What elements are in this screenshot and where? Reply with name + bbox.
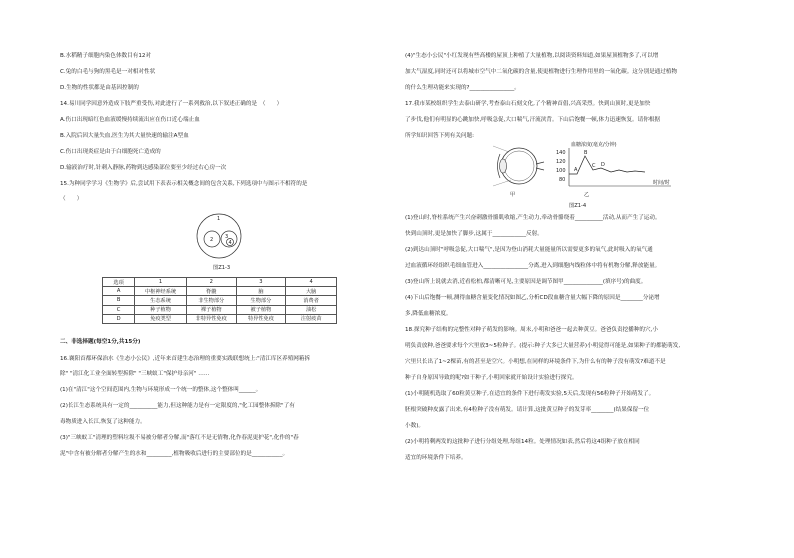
q16-part2-line1: (2)长江生态系统具有一定的__________能力,但这种能力是有一定限度的,"化工园整体拆除"了有 [60, 403, 295, 409]
q16-part4-line3: 的什么生理功能来实现的?________________。 [405, 85, 520, 91]
point-c-label: C [592, 163, 596, 169]
y-tick-label: 140 [556, 150, 566, 156]
q14-stem: 14.易川同学因意外造成下肢严重受伤,对此进行了一系列救治,以下叙述正确的是 （ ） [60, 101, 283, 107]
q17-part2-line2: 过血液循环经组织毛细血管进入________________分离,进入到细胞内线粒体中将有机物分解,释放能量。 [405, 263, 661, 269]
table-cell: B [103, 296, 135, 305]
y-tick-label: 100 [556, 168, 566, 174]
q18-part1-line3: 小数)。 [405, 423, 424, 429]
table-cell: 中枢神经系统 [135, 287, 187, 296]
y-tick-label: 120 [556, 159, 566, 165]
q17-stem-line2: 了步伐,他们有明显的心跳加快,呼吸急促,大口喘气,汗流浃背。下山后饱餐一顿,体力迅速恢复。请你根据 [405, 117, 661, 123]
q18-stem-line2: 明负责放种,爸爸要求每个穴里放3~5粒种子。(提示:种子大多已大量营养)小明觉得可能是,如果种子的都能萌发, [405, 343, 681, 349]
q18-part1-line2: 胚根突破种皮露了出来,有4粒种子没有萌发。请计算,这批黄豆种子的发芽率________(结果保留一位 [405, 407, 650, 413]
q16-stem-line2: 除" "清江化工业全面转型拆除" "三峡蚁工"保护母亲河" …… [60, 371, 210, 377]
table-cell: 脊髓 [186, 287, 236, 296]
figure-yi-label: 乙 [584, 192, 590, 198]
table-header-cell: 4 [286, 278, 337, 287]
q16-part2-line2: 毒物质进入长江,恢复了这种能力。 [60, 419, 146, 425]
table-cell: 注射疫苗 [286, 314, 337, 323]
concept-options-table [102, 277, 337, 324]
q17-part1-line2: 快到山顶时,更是加快了脚步,这属于____________反射。 [405, 231, 543, 237]
q17-part1-line1: (1)登山时,脊柱系统产生兴奋刺激骨骼肌收缩,产生动力,牵动骨骼绕着__________活动,从而产生了运动。 [405, 215, 661, 221]
q16-part4-line1: (4)"生态小公民"小红发现有些高楼的屋顶上种植了大量植物,以阅读资料知道,如果屋顶植物多了,可以增 [405, 53, 659, 59]
table-header-cell: 2 [186, 278, 236, 287]
point-a-label: A [574, 167, 578, 173]
figure-z1-4-caption: 图Z1-4 [569, 203, 587, 209]
table-row [103, 287, 337, 296]
table-cell: 特异性免疫 [236, 314, 286, 323]
q17-part4-line2: 多,降低血糖浓度。 [405, 311, 452, 317]
q16-part3-line2: 泥"中含有被分解者分解产生的水和_________,植物吸收后进行的主要部位的是___________。 [60, 451, 289, 457]
circle-2-label: 2 [210, 237, 214, 243]
circle-4-label: 4 [228, 240, 232, 246]
circle-3-label: 3 [225, 234, 229, 240]
table-cell: 被子植物 [236, 305, 286, 314]
circle-1-label: 1 [217, 216, 221, 222]
q18-stem-line1: 18.探究种子结构的完整性对种子萌发的影响。周末,小明和爸爸一起去种黄豆。爸爸负责挖播种的穴,小 [405, 327, 658, 333]
table-header-cell: 3 [236, 278, 286, 287]
figure-z1-3-caption: 图Z1-3 [213, 265, 231, 271]
q18-stem-line3: 穴里只长出了1~2棵苗,有的甚至是空穴。小明想,在同样的环境条件下,为什么有的种子没有萌发?难道不是 [405, 359, 666, 365]
retina-layer [504, 151, 534, 181]
q18-part2-line1: (2)小明将剩两发的这批种子进行分组处理,每组14粒。处理情况如表,然后将这4组种子放在相同 [405, 439, 640, 445]
table-cell: A [103, 287, 135, 296]
table-row [103, 296, 337, 305]
table-cell: 裸子植物 [186, 305, 236, 314]
glucose-curve [569, 156, 645, 174]
q17-stem-line1: 17.我市某校组织学生去泰山研学,考查泰山石刻文化,了个精神首倡,兴高采烈。快到山顶时,更是加快 [405, 101, 651, 107]
q14-option-c: C.伤口出现炎症是由于白细胞死亡造成的 [60, 149, 161, 155]
q15-answer-bracket: （ ） [60, 196, 83, 202]
table-cell: D [103, 314, 135, 323]
table-row [103, 305, 337, 314]
q18-part1-line1: (1)小明随机选取了60粒黄豆种子,在适宜的条件下进行萌发实验,5天后,发现有56粒种子开始萌发了。 [405, 391, 655, 397]
y-tick-label: 80 [559, 177, 566, 183]
point-d-label: D [601, 162, 605, 168]
table-cell: 生物部分 [236, 296, 286, 305]
table-cell: 大脑 [286, 287, 337, 296]
table-header-cell: 1 [135, 278, 187, 287]
q14-option-a: A.伤口出现暗红色血液缓慢持续流出应在伤口近心端止血 [60, 117, 200, 123]
q13-option-c: C.兔的白毛与狗的黑毛是一对相对性状 [60, 69, 156, 75]
q16-part3-line1: (3)"三峡蚁工"清理的塑料垃圾不易被分解者分解,而"落红不是无情物,化作春泥更护花",化作的"春 [60, 435, 299, 441]
q14-option-d: D.输液治疗时,针刺入静脉,药物到达感染部位要至少经过右心房一次 [60, 165, 227, 171]
point-b-label: B [584, 150, 588, 156]
graph-title: 血糖浓度(毫克/分钟) [571, 142, 617, 148]
eyeball-structure-figure [489, 142, 545, 192]
table-row [103, 314, 337, 323]
lens [500, 159, 507, 173]
q16-part4-line2: 加大气湿度,同时还可以将城市空气中二氧化碳的含量,使更植物进行生理作用里的一氧化碳。这分别是通过植物 [405, 69, 678, 75]
q16-part1: (1)在"清江"这个空间范围内,生物与环境形成一个统一的整体,这个整体叫______。 [60, 387, 262, 393]
right-column [397, 0, 794, 558]
q17-part2-line1: (2)到达山顶时"呼吸急促,大口喘气",是因为登山消耗大量能量所以需要更多的氧气,此时吸入的氧气通 [405, 247, 653, 253]
q17-part4-line1: (4)下山后饱餐一顿,测得血糖含量变化情况如图乙,分析CD段血糖含量大幅下降的原因是________分泌增 [405, 295, 660, 301]
q16-stem-line1: 16.襄阳首都环保治水《生态小公民》,近年来首建生态治理的重要实践联想统上:"清江库区养殖网箱拆 [60, 356, 311, 362]
q13-option-b: B.水稻精子细胞内染色体数目有12对 [60, 53, 152, 59]
figure-jia-label: 甲 [510, 192, 516, 198]
concept-circles-figure [196, 212, 242, 260]
section-2-title: 二、非选择题(每空1分,共15分) [60, 339, 141, 345]
q17-stem-line3: 所学知识回答下列有关问题: [405, 133, 475, 139]
graph-x-label: 时间/时 [653, 180, 670, 186]
q18-part2-line2: 适宜的环境条件下培养。 [405, 455, 467, 461]
q17-part3: (3)登山所上说就去消,近看松柏,都清晰可见,主要原因是调节图甲______________(填序号)的曲度。 [405, 279, 647, 285]
table-cell: 脑 [236, 287, 286, 296]
q14-option-b: B.入院后因大量失血,医生为其大量快速的输注A型血 [60, 133, 189, 139]
table-cell: 免疫类型 [135, 314, 187, 323]
table-cell: 种子植物 [135, 305, 187, 314]
table-header-row [103, 278, 337, 287]
table-cell: C [103, 305, 135, 314]
table-cell: 油松 [286, 305, 337, 314]
blood-glucose-graph [555, 140, 695, 198]
table-cell: 生态系统 [135, 296, 187, 305]
q15-stem: 15.为种同学学习《生物学》后,尝试用下表表示相关概念间的包含关系,下列选项中与图示不相符的是 [60, 181, 308, 187]
table-cell: 非特异性免疫 [186, 314, 236, 323]
q18-stem-line4: 种子自身原因导致的呢?如干种子,小明回家就开始设计实验进行探究。 [405, 375, 578, 381]
q13-option-d: D.生物的性状都是由基因控制的 [60, 85, 139, 91]
table-header-cell: 选项 [103, 278, 135, 287]
table-cell: 非生物部分 [186, 296, 236, 305]
table-cell: 消费者 [286, 296, 337, 305]
